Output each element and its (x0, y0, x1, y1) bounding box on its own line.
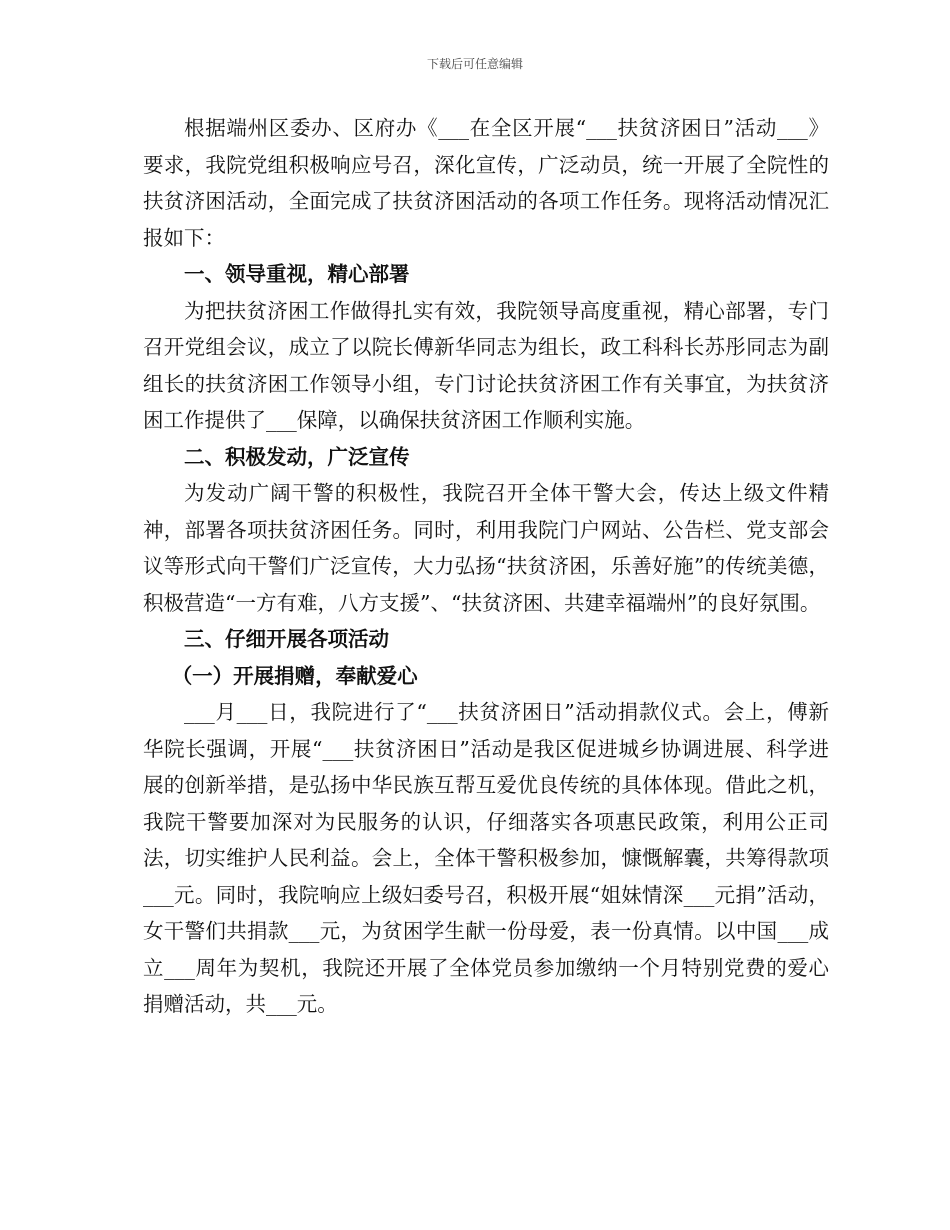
section-2-paragraph: 为发动广阔干警的积极性，我院召开全体干警大会，传达上级文件精神，部署各项扶贫济困任务。同时，利用我院门户网站、公告栏、党支部会议等形式向干警们广泛宣传，大力弘扬“扶贫济困，乐善好施”的传统美德，积极营造“一方有难，八方支援”、“扶贫济困、共建幸福端州”的良好氛围。 (143, 481, 829, 615)
section-2-heading: 二、积极发动，广泛宣传 (184, 444, 410, 469)
subsection-1-heading: （一）开展捐赠，奉献爱心 (171, 663, 418, 688)
section-1-heading: 一、领导重视，精心部署 (184, 262, 410, 286)
section-1-paragraph: 为把扶贫济困工作做得扎实有效，我院领导高度重视，精心部署，专门召开党组会议，成立了以院长傅新华同志为组长，政工科科长苏彤同志为副组长的扶贫济困工作领导小组，专门讨论扶贫济困工作有关事宜，为扶贫济困工作提供了___保障，以确保扶贫济困工作顺利实施。 (143, 298, 829, 432)
section-3-heading: 三、仔细开展各项活动 (184, 627, 389, 651)
page-header-note: 下载后可任意编辑 (426, 57, 523, 71)
document-body (143, 110, 829, 1023)
intro-paragraph: 根据端州区委办、区府办《___在全区开展“___扶贫济困日”活动___》要求，我院党组积极响应号召，深化宣传，广泛动员，统一开展了全院性的扶贫济困活动，全面完成了扶贫济困活动的各项工作任务。现将活动情况汇报如下： (143, 116, 829, 250)
subsection-1-paragraph: ___月___日，我院进行了“___扶贫济困日”活动捐款仪式。会上，傅新华院长强调，开展“___扶贫济困日”活动是我区促进城乡协调进展、科学进展的创新举措，是弘扬中华民族互帮互爱优良传统的具体体现。借此之机，我院干警要加深对为民服务的认识，仔细落实各项惠民政策，利用公正司法，切实维护人民利益。会上，全体干警积极参加，慷慨解囊，共筹得款项___元。同时，我院响应上级妇委号召，积极开展“姐妹情深___元捐”活动，女干警们共捐款___元，为贫困学生献一份母爱，表一份真情。以中国___成立___周年为契机，我院还开展了全体党员参加缴纳一个月特别党费的爱心捐赠活动，共___元。 (143, 700, 829, 1016)
